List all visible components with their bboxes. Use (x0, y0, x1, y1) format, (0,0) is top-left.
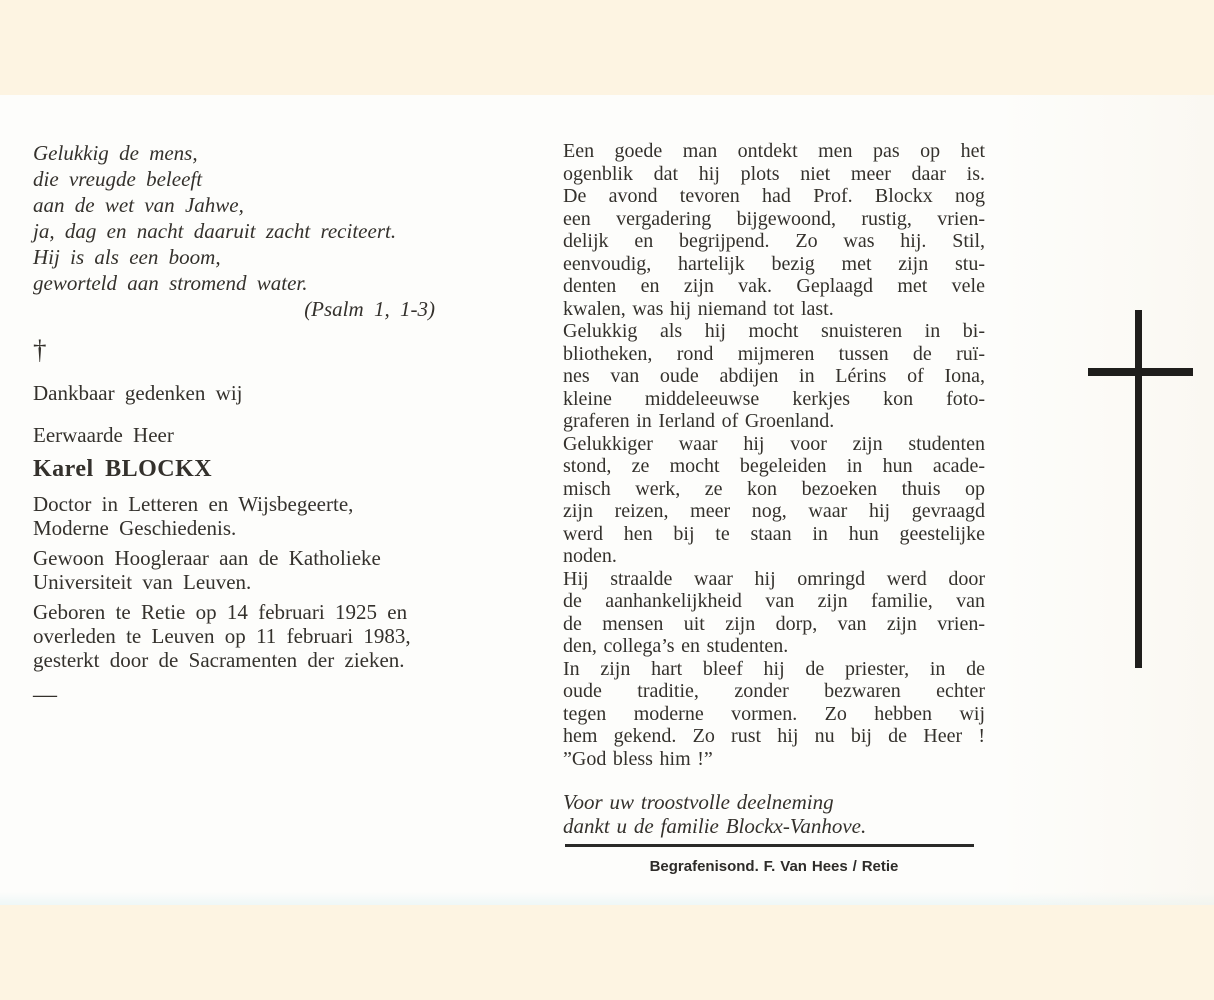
deceased-name: Karel BLOCKX (33, 456, 213, 482)
left-column (33, 140, 463, 708)
closing-dash: — (33, 682, 57, 708)
cross-horizontal-bar (1088, 368, 1193, 376)
top-decorative-band (0, 0, 1214, 95)
scan-right-shading (1000, 95, 1214, 905)
footer-divider-line (565, 844, 974, 847)
birth-death-dates: Geboren te Retie op 14 februari 1925 en overleden te Leuven op 11 februari 1983, gesterkt door de Sacramenten der zieken. (33, 600, 411, 672)
bottom-decorative-band (0, 905, 1214, 1000)
funeral-director-credit: Begrafenisond. F. Van Hees / Retie (649, 858, 899, 875)
dagger-cross-symbol: † (33, 335, 47, 365)
professorship: Gewoon Hoogleraar aan de Katholieke Universiteit van Leuven. (33, 546, 381, 594)
family-thanks-note: Voor uw troostvolle deelneming dankt u de familie Blockx-Vanhove. (563, 790, 867, 838)
eulogy-paragraph-1: Een goede man ontdekt men pas op het ogenblik dat hij plots niet meer daar is. De avond tevoren had Prof. Blockx nog een vergadering bijgewoond, rustig, vrien- delijk en begrijpend. Zo was hij. Stil, eenvoudig, hartelijk bezig met zijn stu- denten en zijn vak. Geplaagd met vele kwalen, was hij niemand tot last. (563, 140, 985, 320)
psalm-attribution: (Psalm 1, 1-3) (304, 297, 435, 321)
honorific-title: Eerwaarde Heer (33, 423, 174, 447)
cross-vertical-bar (1135, 310, 1142, 668)
right-column (563, 140, 985, 879)
eulogy-paragraph-3: Gelukkiger waar hij voor zijn studenten stond, ze mocht begeleiden in hun acade- misch werk, ze kon bezoeken thuis op zijn reizen, meer nog, waar hij gevraagd werd hen bij te staan in hun geestelijke noden. (563, 432, 985, 567)
psalm-quote: Gelukkig de mens, die vreugde beleeft aan de wet van Jahwe, ja, dag en nacht daaruit zacht reciteert. Hij is als een boom, geworteld aan stromend water. (33, 141, 397, 295)
eulogy-paragraph-4: Hij straalde waar hij omringd werd door de aanhankelijkheid van zijn familie, van de mensen uit zijn dorp, van zijn vrien- den, collega’s en studenten. (563, 567, 985, 657)
eulogy-paragraph-5: In zijn hart bleef hij de priester, in de oude traditie, zonder bezwaren echter tegen moderne vormen. Zo hebben wij hem gekend. Zo rust hij nu bij de Heer ! ”God bless him !” (563, 657, 985, 770)
memorial-intro-text: Dankbaar gedenken wij (33, 381, 243, 405)
eulogy-paragraph-2: Gelukkig als hij mocht snuisteren in bi- bliotheken, rond mijmeren tussen de ruï- nes van oude abdijen in Lérins of Iona, kleine middeleeuwse kerkjes kon foto- graferen in Ierland of Groenland. (563, 320, 985, 432)
academic-degrees: Doctor in Letteren en Wijsbegeerte, Moderne Geschiedenis. (33, 492, 354, 540)
